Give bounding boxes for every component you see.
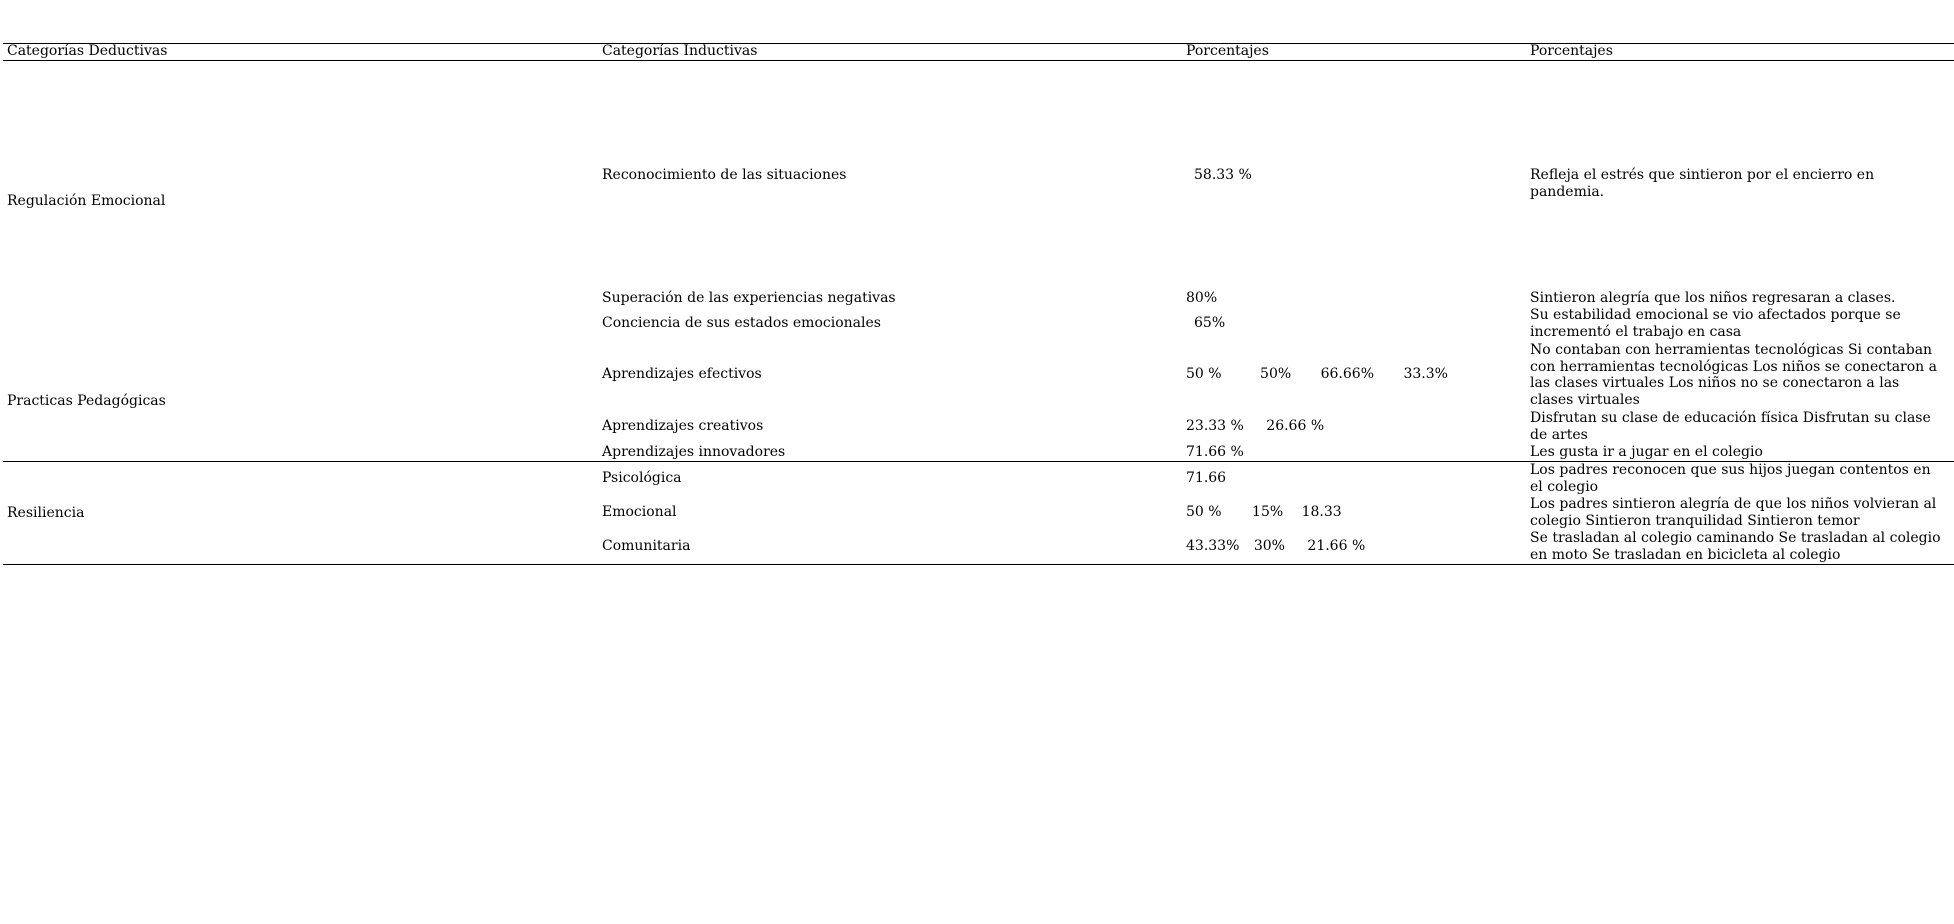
note-psicologica: Los padres reconocen que sus hijos juegan contentos en el colegio [1530,462,1931,495]
percentage-aprendizajes-creativos [1186,418,1324,435]
percentage-value: 50 % [1186,504,1222,520]
note-conciencia: Su estabilidad emocional se vio afectados porque se incrementó el trabajo en casa [1530,307,1901,340]
note-reconocimiento: Refleja el estrés que sintieron por el encierro en pandemia. [1530,167,1875,200]
percentage-value: 43.33% [1186,538,1240,554]
percentage-reconocimiento [1186,167,1252,184]
percentage-aprendizajes-innovadores [1186,444,1244,461]
percentage-value: 50 % [1186,366,1222,382]
inductive-conciencia: Conciencia de sus estados emocionales [602,315,881,331]
header-bottom-rule [3,60,1954,61]
inductive-comunitaria: Comunitaria [602,538,691,554]
percentage-value: 21.66 % [1307,538,1366,554]
percentage-superacion [1186,290,1217,307]
percentage-value: 50% [1260,366,1292,382]
percentage-value: 18.33 [1301,504,1342,520]
percentage-value: 30% [1253,538,1285,554]
percentage-emocional [1186,504,1342,521]
percentage-value: 80% [1186,290,1218,306]
note-emocional: Los padres sintieron alegría de que los niños volvieran al colegio Sintieron tranquilidad Sintieron temor [1530,496,1937,529]
inductive-aprendizajes-innovadores: Aprendizajes innovadores [602,444,786,460]
inductive-aprendizajes-efectivos: Aprendizajes efectivos [602,366,762,382]
note-aprendizajes-innovadores: Les gusta ir a jugar en el colegio [1530,444,1763,460]
table-bottom-rule [3,564,1954,565]
header-deductive: Categorías Deductivas [7,43,168,59]
percentage-value: 33.3% [1403,366,1448,382]
deductive-resiliencia: Resiliencia [7,505,85,521]
deductive-regulacion-emocional: Regulación Emocional [7,193,166,209]
percentage-value: 65% [1194,315,1226,331]
inductive-aprendizajes-creativos: Aprendizajes creativos [602,418,764,434]
inductive-reconocimiento: Reconocimiento de las situaciones [602,167,847,183]
percentage-value: 26.66 % [1266,418,1325,434]
header-inductive: Categorías Inductivas [602,43,758,59]
header-percentages: Porcentajes [1186,43,1269,59]
percentage-conciencia [1186,315,1225,332]
percentage-value: 71.66 [1186,470,1227,486]
note-superacion: Sintieron alegría que los niños regresaran a clases. [1530,290,1896,306]
deductive-practicas-pedagogicas: Practicas Pedagógicas [7,393,166,409]
percentage-comunitaria [1186,538,1365,555]
percentage-value: 23.33 % [1186,418,1244,434]
percentage-value: 15% [1252,504,1284,520]
percentage-aprendizajes-efectivos [1186,366,1448,383]
percentage-value: 58.33 % [1194,167,1252,183]
note-aprendizajes-creativos: Disfrutan su clase de educación física Disfrutan su clase de artes [1530,410,1931,443]
percentage-value: 71.66 % [1186,444,1244,460]
percentage-value: 66.66% [1320,366,1374,382]
inductive-psicologica: Psicológica [602,470,682,486]
percentage-psicologica [1186,470,1226,487]
note-aprendizajes-efectivos: No contaban con herramientas tecnológicas Si contaban con herramientas tecnológicas Los niños se conectaron a las clases virtuales Los niños no se conectaron a las clases virtuales [1530,342,1937,408]
note-comunitaria: Se trasladan al colegio caminando Se trasladan al colegio en moto Se trasladan en bicicleta al colegio [1530,530,1941,563]
inductive-superacion: Superación de las experiencias negativas [602,290,896,306]
inductive-emocional: Emocional [602,504,677,520]
header-percentages-2: Porcentajes [1530,43,1613,59]
